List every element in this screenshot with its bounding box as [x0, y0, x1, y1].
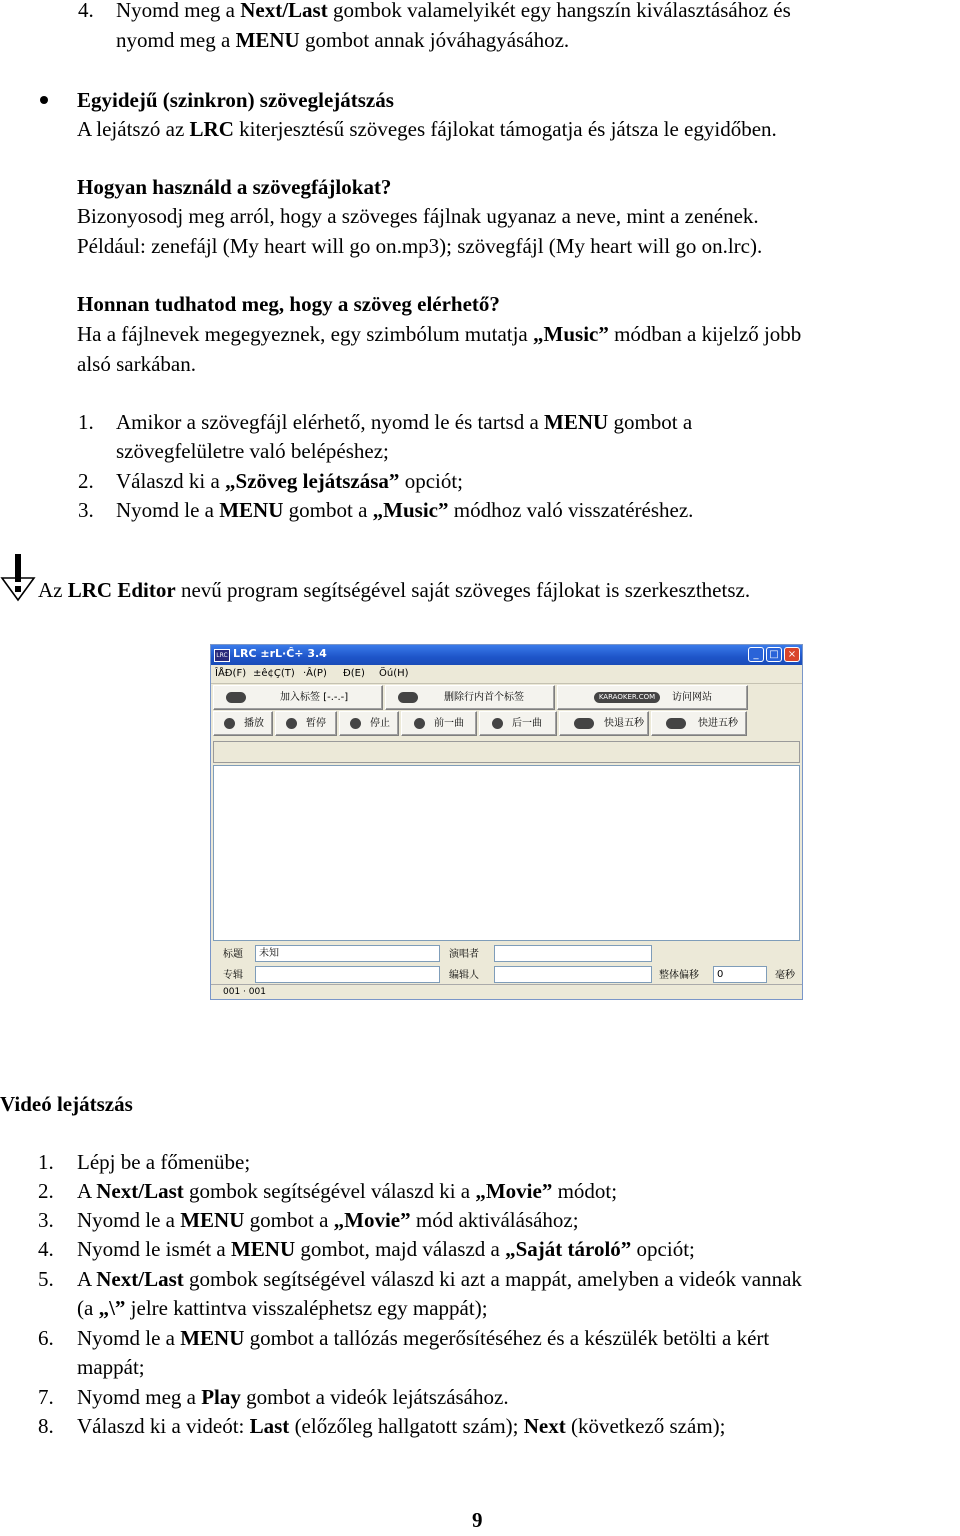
karaoker-logo: KARAOKER.COM [594, 692, 660, 703]
pause-button[interactable]: 暂停 [275, 711, 337, 736]
next-icon [492, 718, 503, 729]
answer-1-line-1: Bizonyosodj meg arról, hogy a szöveges fájlnak ugyanaz a neve, mint a zenének. [77, 204, 759, 228]
stop-icon [350, 718, 361, 729]
step-1-line-2: szövegfelületre való belépéshez; [116, 439, 389, 463]
step-number: 1. [78, 410, 94, 434]
editor-field[interactable] [494, 966, 652, 983]
arrow-right-icon [226, 692, 246, 703]
title-label: 标题 [223, 949, 243, 960]
item-line-1: Nyomd meg a Next/Last gombok valamelyikét egy hangszín kiválasztásához és [116, 0, 791, 22]
arrow-left-icon [398, 692, 418, 703]
minimize-button[interactable]: _ [748, 647, 764, 662]
offset-unit: 毫秒 [775, 970, 795, 981]
window-title: LRC ±rL·Ĉ÷ 3.4 [233, 647, 327, 660]
bullet-icon [40, 96, 48, 104]
video-step-3: Nyomd le a MENU gombot a „Movie” mód aktiválásához; [77, 1208, 579, 1232]
video-step-1: Lépj be a főmenübe; [77, 1150, 251, 1174]
close-button[interactable]: × [784, 647, 800, 662]
step-number: 3. [38, 1208, 54, 1232]
sync-heading: Egyidejű (szinkron) szöveglejátszás [77, 88, 394, 112]
stop-button[interactable]: 停止 [339, 711, 399, 736]
editor-label: 编辑人 [449, 970, 479, 981]
video-step-6-line-1: Nyomd le a MENU gombot a tallózás megerősítéséhez és a készülék betölti a kért [77, 1326, 770, 1350]
singer-field[interactable] [494, 945, 652, 962]
step-number: 3. [78, 498, 94, 522]
delete-tag-button[interactable]: 删除行内首个标签 [385, 685, 555, 710]
status-text: 001 · 001 [223, 987, 266, 997]
step-number: 1. [38, 1150, 54, 1174]
warning-icon [0, 552, 38, 602]
menu-edit[interactable]: Ð(E) [343, 668, 365, 679]
step-1-line-1: Amikor a szövegfájl elérhető, nyomd le és tartsd a MENU gombot a [116, 410, 693, 434]
step-number: 6. [38, 1326, 54, 1350]
previous-track-button[interactable]: 前一曲 [401, 711, 477, 736]
visit-website-button[interactable]: KARAOKER.COM 访问网站 [557, 685, 748, 710]
video-step-4: Nyomd le ismét a MENU gombot, majd válaszd a „Saját tároló” opciót; [77, 1237, 695, 1261]
video-step-6-line-2: mappát; [77, 1355, 145, 1379]
previous-icon [414, 718, 425, 729]
menu-help[interactable]: Öú(H) [379, 668, 409, 679]
next-track-button[interactable]: 后一曲 [479, 711, 557, 736]
play-icon [224, 718, 235, 729]
page-number: 9 [472, 1508, 483, 1532]
maximize-button[interactable]: □ [766, 647, 782, 662]
step-number: 2. [38, 1179, 54, 1203]
video-step-7: Nyomd meg a Play gombot a videók lejátszásához. [77, 1385, 509, 1409]
album-field[interactable] [255, 966, 440, 983]
title-field[interactable]: 未知 [255, 945, 440, 962]
current-line-bar [213, 741, 800, 763]
video-step-8: Válaszd ki a videót: Last (előzőleg hallgatott szám); Next (következő szám); [77, 1414, 726, 1438]
answer-1-line-2: Például: zenefájl (My heart will go on.mp3); szövegfájl (My heart will go on.lrc). [77, 234, 763, 258]
status-bar [211, 984, 802, 999]
title-bar [211, 645, 802, 665]
step-3: Nyomd le a MENU gombot a „Music” módhoz való visszatéréshez. [116, 498, 694, 522]
play-button[interactable]: 播放 [213, 711, 273, 736]
forward-icon [666, 718, 686, 729]
answer-2-line-2: alsó sarkában. [77, 352, 196, 376]
question-2: Honnan tudhatod meg, hogy a szöveg elérhető? [77, 292, 500, 316]
step-2: Válaszd ki a „Szöveg lejátszása” opciót; [116, 469, 464, 493]
menu-bar [211, 665, 802, 684]
video-step-2: A Next/Last gombok segítségével válaszd ki a „Movie” módot; [77, 1179, 618, 1203]
step-number: 4. [38, 1237, 54, 1261]
menu-play[interactable]: ·Â(P) [303, 668, 327, 679]
singer-label: 演唱者 [449, 949, 479, 960]
step-number: 7. [38, 1385, 54, 1409]
step-number: 8. [38, 1414, 54, 1438]
offset-label: 整体偏移 [659, 970, 699, 981]
step-number: 5. [38, 1267, 54, 1291]
app-icon: LRC [214, 649, 230, 662]
step-number: 2. [78, 469, 94, 493]
menu-file[interactable]: ÎÅÐ(F) [215, 668, 247, 679]
lrc-editor-window [210, 644, 803, 1000]
album-label: 专辑 [223, 970, 243, 981]
rewind-icon [574, 718, 594, 729]
add-tag-button[interactable]: 加入标签 [-.-.-] [213, 685, 383, 710]
video-heading: Videó lejátszás [0, 1092, 133, 1116]
menu-tag[interactable]: ±ê¢Ç(T) [253, 668, 295, 679]
video-step-5-line-1: A Next/Last gombok segítségével válaszd ki azt a mappát, amelyben a videók vannak [77, 1267, 802, 1291]
offset-field[interactable]: 0 [713, 966, 767, 983]
lyrics-editor-area[interactable] [213, 765, 800, 941]
note-text: Az LRC Editor nevű program segítségével saját szöveges fájlokat is szerkeszthetsz. [38, 578, 751, 602]
item-line-2: nyomd meg a MENU gombot annak jóváhagyásához. [116, 28, 570, 52]
item-number: 4. [78, 0, 94, 22]
video-step-5-line-2: (a „\” jelre kattintva visszaléphetsz egy mappát); [77, 1296, 488, 1320]
rewind-5s-button[interactable]: 快退五秒 [559, 711, 649, 736]
answer-2-line-1: Ha a fájlnevek megegyeznek, egy szimbólum mutatja „Music” módban a kijelző jobb [77, 322, 802, 346]
sync-description: A lejátszó az LRC kiterjesztésű szöveges fájlokat támogatja és játsza le egyidőben. [77, 117, 777, 141]
question-1: Hogyan használd a szövegfájlokat? [77, 175, 392, 199]
pause-icon [286, 718, 297, 729]
forward-5s-button[interactable]: 快进五秒 [651, 711, 747, 736]
